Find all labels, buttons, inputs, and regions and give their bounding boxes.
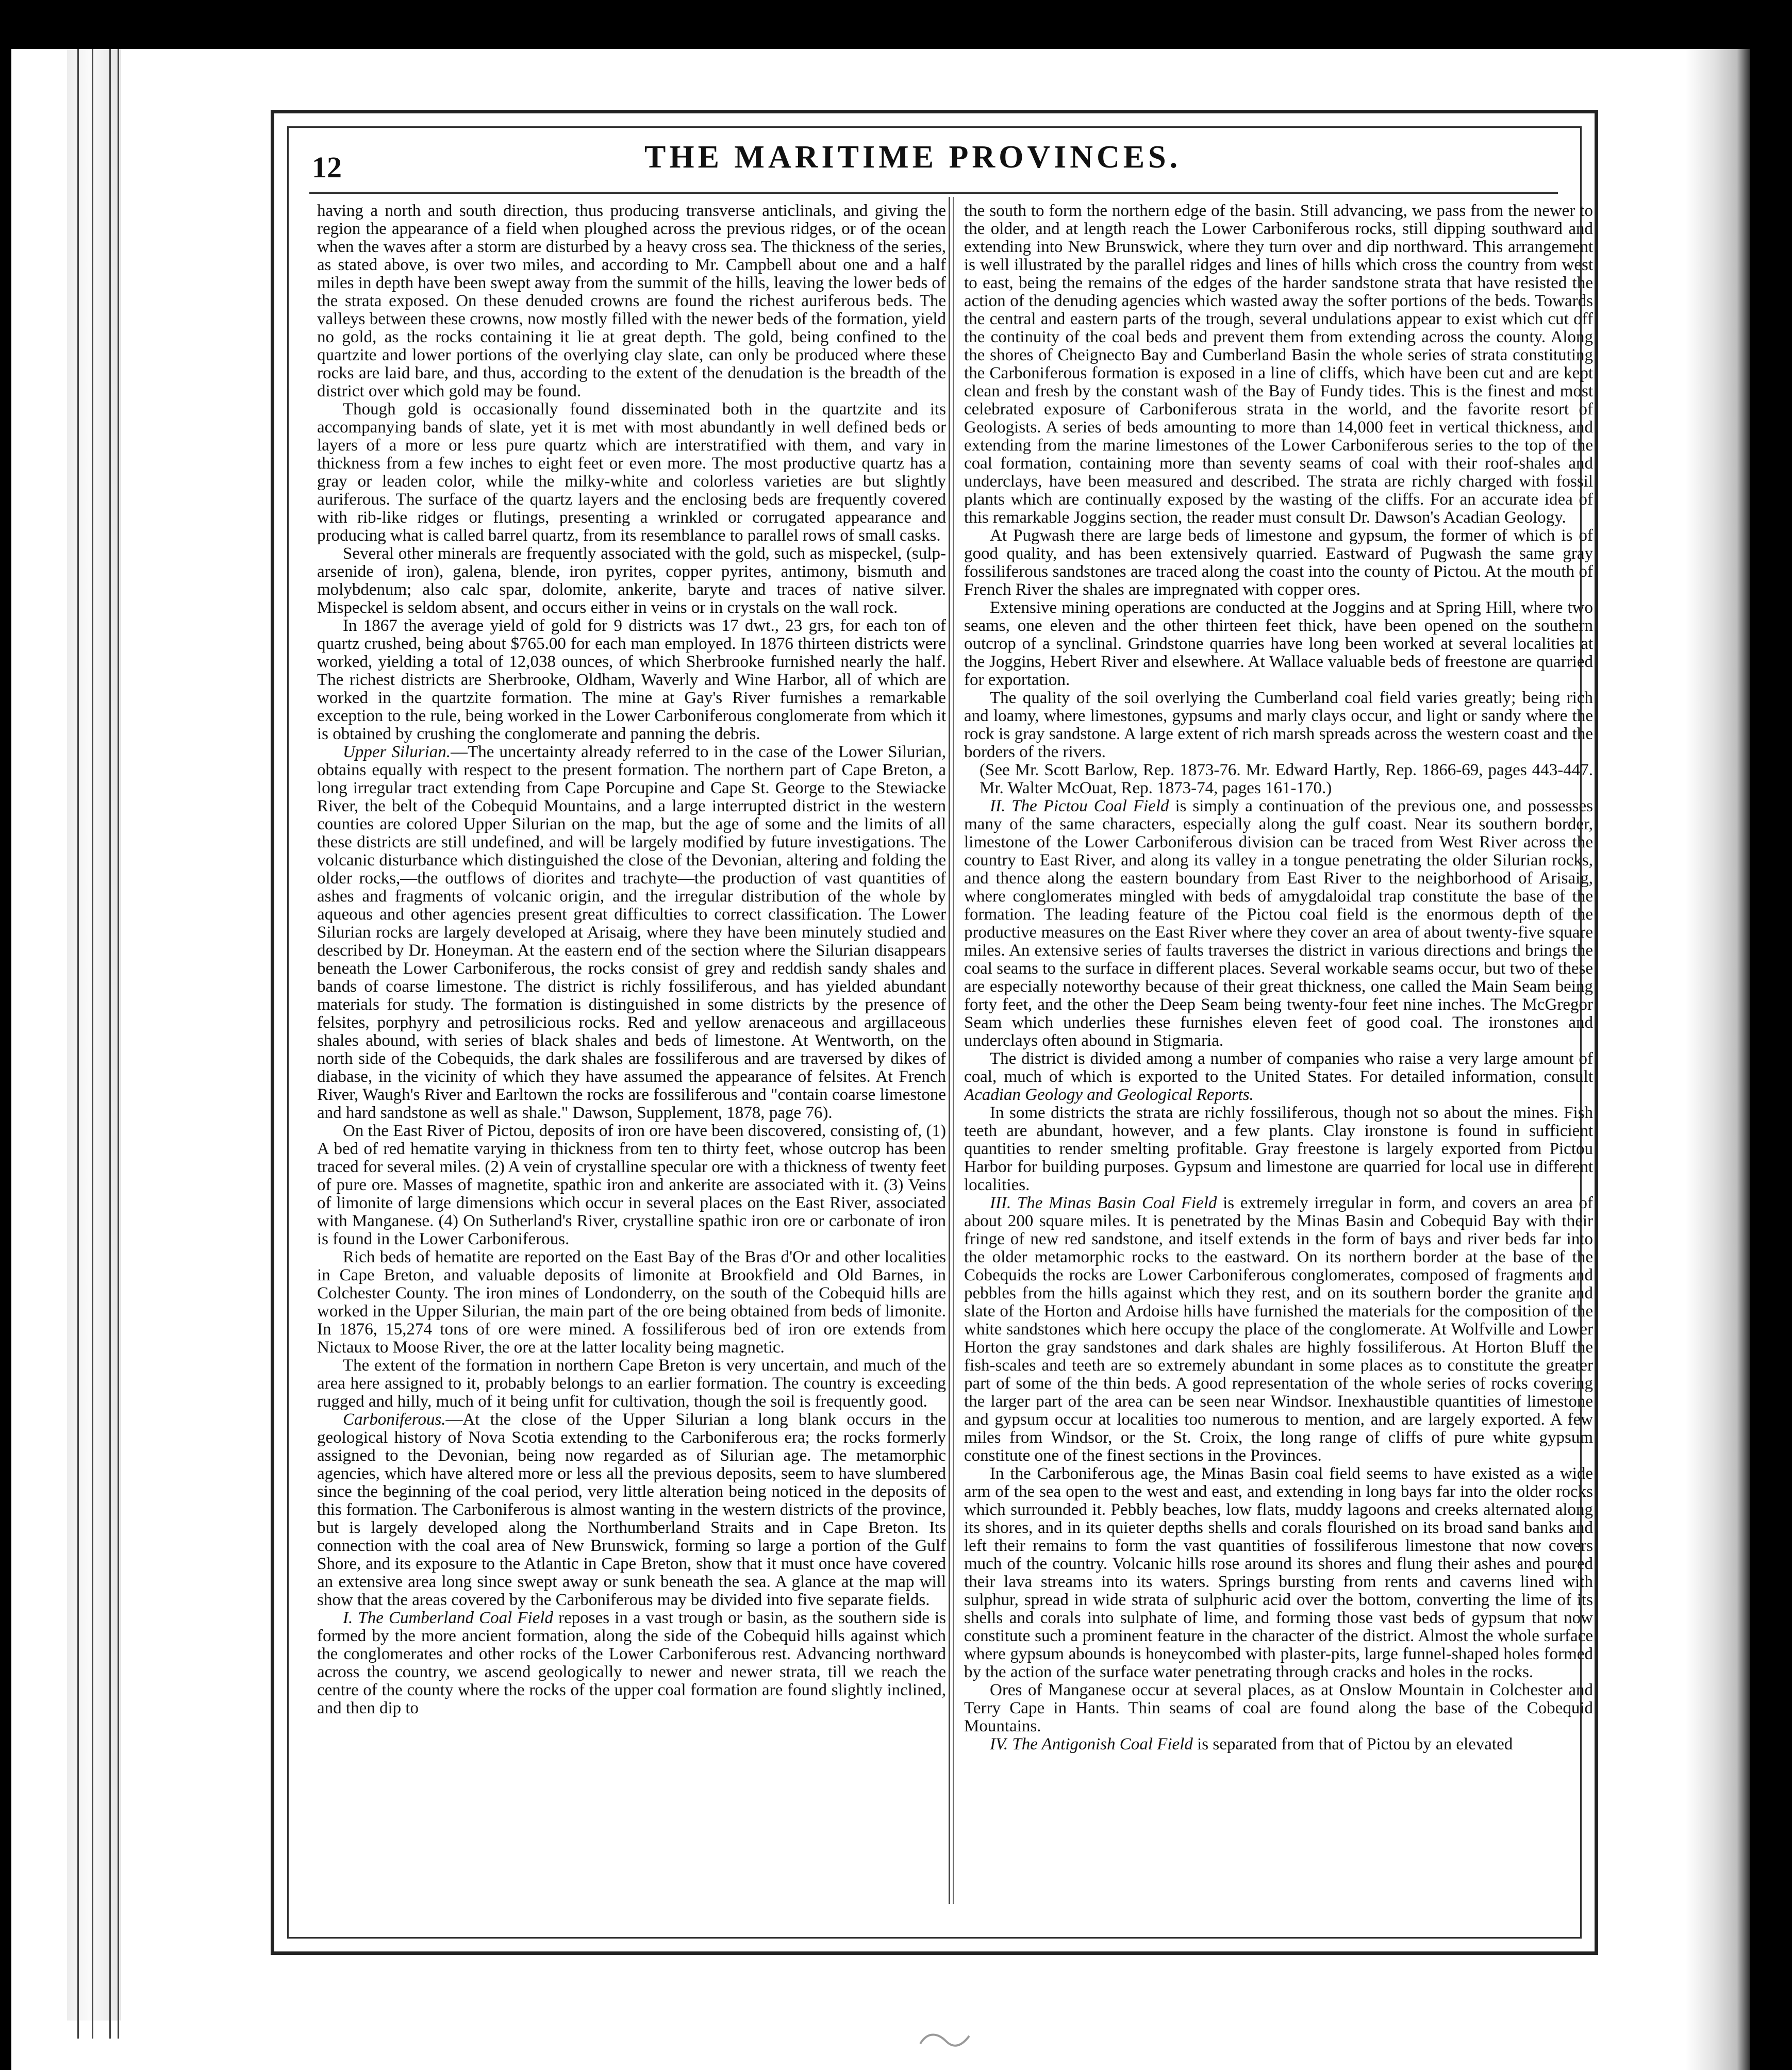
paragraph: [964, 1194, 1593, 1465]
section-heading: II. The Pictou Coal Field: [990, 797, 1169, 815]
paragraph: In some districts the strata are richly fossiliferous, though not so about the mines. Fish teeth are abundant, however, and a few plants. Clay ironstone is found in sufficient quantities to render smelting profitable. Gray freestone is largely exported from Pictou Harbor for building purposes. Gypsum and limestone are quarried for local use in different localities.: [964, 1104, 1593, 1194]
paragraph: Extensive mining operations are conducted at the Joggins and at Spring Hill, where two seams, one eleven and the other thirteen feet thick, have been opened on the southern outcrop of a synclinal. Grindstone quarries have long been worked at several localities at the Joggins, Hebert River and elsewhere. At Wallace valuable beds of freestone are quarried for exportation.: [964, 598, 1593, 689]
paragraph: Though gold is occasionally found disseminated both in the quartzite and its accompanying bands of slate, yet it is met with most abundantly in well defined beds or layers of a more or less pure quartz which are interstratified with them, and vary in thickness from a few inches to eight feet or even more. The most productive quartz has a gray or leaden color, while the milky-white and colorless varieties are but slightly auriferous. The surface of the quartz layers and the enclosing beds are frequently covered with rib-like ridges or flutings, presenting a wrinkled or corrugated appearance and producing what is called barrel quartz, from its resemblance to parallel rows of small casks.: [317, 400, 946, 545]
paragraph-text: The district is divided among a number of companies who raise a very large amount of coal, much of which is exported to the United States. For detailed information, consult: [964, 1049, 1593, 1086]
references: (See Mr. Scott Barlow, Rep. 1873-76. Mr. Edward Hartly, Rep. 1866-69, pages 443-447. Mr. Walter McOuat, Rep. 1873-74, pages 161-170.): [980, 761, 1593, 797]
paragraph-text: —The uncertainty already referred to in the case of the Lower Silurian, obtains equally with respect to the present formation. The northern part of Cape Breton, a long irregular tract extending from Cape Porcupine and Cape St. George to the Stewiacke River, the belt of the Cobequid Mountains, and a large interrupted district in the western counties are colored Upper Silurian on the map, but the age of some and the limits of all these districts are still undefined, and will be largely modified by future investigations. The volcanic disturbance which distinguished the close of the Devonian, altering and folding the older rocks,—the outflows of diorites and trachyte—the production of vast quantities of ashes and fragments of volcanic origin, and the irregular distribution of the whole by aqueous and other agencies present great difficulties to correct classification. The Lower Silurian rocks are largely developed at Arisaig, where they have been minutely studied and described by Dr. Honeyman. At the eastern end of the section where the Silurian disappears beneath the Lower Carboniferous, the rocks consist of grey and reddish sandy shales and bands of coarse limestone. The district is richly fossiliferous, and has yielded abundant materials for study. The formation is distinguished in some districts by the presence of felsites, porphyry and petrosilicious rocks. Red and yellow arenaceous and argillaceous shales abound, with series of black shales and beds of limestone. At Wentworth, on the north side of the Cobequids, the dark shales are fossiliferous and are traversed by dikes of diabase, in the vicinity of which they have assumed the appearance of felsites. At French River, Waugh's River and Earltown the rocks are fossiliferous and "contain coarse limestone and hard sandstone as well as shale." Dawson, Supplement, 1878, page 76).: [317, 743, 946, 1122]
paragraph: Several other minerals are frequently associated with the gold, such as mispeckel, (sulp-arsenide of iron), galena, blende, iron pyrites, copper pyrites, antimony, bismuth and molybdenum; also calc spar, dolomite, ankerite, baryte and traces of native silver. Mispeckel is seldom absent, and occurs either in veins or in crystals on the wall rock.: [317, 544, 946, 617]
paragraph: On the East River of Pictou, deposits of iron ore have been discovered, consisting of, (1) A bed of red hematite varying in thickness from ten to thirty feet, whose outcrop has been traced for several miles. (2) A vein of crystalline specular ore with a thickness of twenty feet of pure ore. Masses of magnetite, spathic iron and ankerite are associated with it. (3) Veins of limonite of large dimensions which occur in several places on the East River, associated with Manganese. (4) On Sutherland's River, crystalline spathic iron ore or carbonate of iron is found in the Lower Carboniferous.: [317, 1122, 946, 1248]
paragraph: [964, 797, 1593, 1050]
paragraph: At Pugwash there are large beds of limestone and gypsum, the former of which is of good quality, and has been extensively quarried. Eastward of Pugwash the same gray fossiliferous sandstones are traced along the coast into the county of Pictou. At the mouth of French River the shales are impregnated with copper ores.: [964, 526, 1593, 599]
spine-line: [118, 49, 119, 2039]
section-heading: III. The Minas Basin Coal Field: [990, 1194, 1217, 1212]
scan-border-right: [1750, 0, 1792, 2070]
left-column: [317, 202, 946, 1908]
paragraph: having a north and south direction, thus producing transverse anticlinals, and giving the region the appearance of a field when ploughed across the previous ridges, or of the ocean when the waves after a storm are disturbed by a heavy cross sea. The thickness of the series, as stated above, is over two miles, and according to Mr. Campbell about one and a half miles in depth have been swept away from the summit of the hills, leaving the lower beds of the strata exposed. On these denuded crowns are found the richest auriferous beds. The valleys between these crowns, now mostly filled with the newer beds of the formation, yield no gold, as the rocks containing it lie at great depth. The gold, being confined to the quartzite and lower portions of the overlying clay slate, can only be produced where these rocks are laid bare, and thus, according to the extent of the denudation is the breadth of the district over which gold may be found.: [317, 202, 946, 400]
spine-line: [77, 49, 79, 2039]
page-title: THE MARITIME PROVINCES.: [644, 140, 1182, 175]
paragraph: The quality of the soil overlying the Cumberland coal field varies greatly; being rich and loamy, where limestones, gypsums and marly clays occur, and light or sandy where the rock is gray sandstone. A large extent of rich marsh spreads across the western coast and the borders of the rivers.: [964, 689, 1593, 761]
paragraph: [964, 1735, 1593, 1754]
paragraph: In 1867 the average yield of gold for 9 districts was 17 dwt., 23 grs, for each ton of quartz crushed, being about $765.00 for each man employed. In 1876 thirteen districts were worked, yielding a total of 12,038 ounces, of which Sherbrooke furnished nearly the half. The richest districts are Sherbrooke, Oldham, Waverly and Wine Harbor, all of which are worked in the quartzite formation. The mine at Gay's River furnishes a remarkable exception to the rule, being worked in the Lower Carboniferous conglomerate from which it is obtained by crushing the conglomerate and panning the debris.: [317, 616, 946, 743]
section-heading: I. The Cumberland Coal Field: [343, 1609, 554, 1627]
paragraph: [317, 1609, 946, 1717]
paragraph: [317, 1411, 946, 1609]
paragraph: Ores of Manganese occur at several places, as at Onslow Mountain in Colchester and Terry Cape in Hants. Thin seams of coal are found along the base of the Cobequid Mountains.: [964, 1681, 1593, 1735]
book-spine-shadow: [67, 49, 121, 2021]
section-heading: IV. The Antigonish Coal Field: [990, 1735, 1193, 1754]
paragraph-text: is separated from that of Pictou by an elevated: [1192, 1735, 1513, 1754]
page-edge-shadow: [1686, 49, 1750, 2070]
paragraph: [317, 743, 946, 1122]
scan-border-left: [0, 0, 11, 2070]
paragraph: The extent of the formation in northern Cape Breton is very uncertain, and much of the area here assigned to it, probably belongs to an earlier formation. The country is exceeding rugged and hilly, much of it being unfit for cultivation, though the soil is frequently good.: [317, 1356, 946, 1411]
paragraph: the south to form the northern edge of the basin. Still advancing, we pass from the newer to the older, and at length reach the Lower Carboniferous rocks, still dipping southward and extending into New Brunswick, where they turn over and dip northward. This arrangement is well illustrated by the parallel ridges and lines of hills which cross the country from west to east, being the remains of the edges of the harder sandstone strata that have resisted the action of the denuding agencies which wasted away the softer portions of the beds. Towards the central and eastern parts of the trough, several undulations appear to exist which cut off the continuity of the coal beds and prevent them from extending across the county. Along the shores of Cheignecto Bay and Cumberland Basin the whole series of strata constituting the Carboniferous formation is exposed in a line of cliffs, which have been cut and are kept clean and fresh by the constant wash of the Bay of Fundy tides. This is the finest and most celebrated exposure of Carboniferous strata in the world, and the favorite resort of Geologists. A series of beds amounting to more than 14,000 feet in vertical thickness, and extending from the marine limestones of the Lower Carboniferous series to the top of the coal formation, containing more than seventy seams of coal with their roof-shales and underclays, have been measured and described. The strata are richly charged with fossil plants which are continually exposed by the wasting of the cliffs. For an accurate idea of this remarkable Joggins section, the reader must consult Dr. Dawson's Acadian Geology.: [964, 202, 1593, 527]
column-divider: [953, 197, 954, 1904]
header-rule: [309, 192, 1558, 194]
right-column: [964, 202, 1593, 1908]
paragraph-text: is simply a continuation of the previous one, and possesses many of the same characters, especially along the gulf coast. Near its southern border, limestone of the Lower Carboniferous division can be traced from West River across the country to East River, and along its valley in a tongue penetrating the older Silurian rocks, and thence along the eastern boundary from East River to the neighborhood of Arisaig, where conglomerates mingled with beds of amygdaloidal trap constitute the base of the formation. The leading feature of the Pictou coal field is the enormous depth of the productive measures on the East River where they cover an area of about twenty-five square miles. An extensive series of faults traverses the district in various directions and brings the coal seams to the surface in different places. Several workable seams occur, but two of these are especially noteworthy because of their great thickness, one called the Main Seam being forty feet, and the other the Deep Seam being twenty-four feet nine inches. The McGregor Seam which underlies these furnishes eleven feet of good coal. The ironstones and underclays often abound in Stigmaria.: [964, 797, 1593, 1050]
spine-line: [109, 49, 111, 2039]
column-divider: [949, 197, 950, 1904]
section-heading: Upper Silurian.: [343, 743, 451, 761]
paragraph: Rich beds of hematite are reported on the East Bay of the Bras d'Or and other localities in Cape Breton, and valuable deposits of limonite at Brookfield and Old Barnes, in Colchester County. The iron mines of Londonderry, on the south of the Cobequid hills are worked in the Upper Silurian, the main part of the ore being obtained from beds of limonite. In 1876, 15,274 tons of ore were mined. A fossiliferous bed of iron ore extends from Nictaux to Moose River, the ore at the latter locality being magnetic.: [317, 1248, 946, 1357]
paragraph: In the Carboniferous age, the Minas Basin coal field seems to have existed as a wide arm of the sea open to the west and east, and extending in long bays far into the older rocks which surrounded it. Pebbly beaches, low flats, muddy lagoons and creeks alternated along its shores, and in its quieter depths shells and corals flourished on its broad sand banks and left their remains to form the vast quantities of fossiliferous limestone that now covers much of the country. Volcanic hills rose around its shores and flung their ashes and poured their lava streams into its waters. Springs bursting from rents and caverns lined with sulphur, spread in wide strata of sulphuric acid over the bottom, converting the lime of its shells and corals into sulphate of lime, and forming those vast beds of gypsum that now constitute such a prominent feature in the character of the district. Almost the whole surface where gypsum abounds is honeycombed with plaster-pits, large funnel-shaped holes formed by the action of the surface water penetrating through cracks and holes in the rocks.: [964, 1464, 1593, 1681]
citation: Acadian Geology and Geological Reports.: [964, 1086, 1254, 1104]
scan-border-top: [0, 0, 1792, 49]
pencil-mark-icon: [918, 2026, 974, 2051]
paragraph: [964, 1050, 1593, 1104]
section-heading: Carboniferous.: [343, 1410, 446, 1429]
page-number: 12: [312, 151, 342, 184]
spine-line: [92, 49, 93, 2039]
paragraph-text: —At the close of the Upper Silurian a long blank occurs in the geological history of Nova Scotia extending to the Carboniferous era; the rocks formerly assigned to the Devonian, being now regarded as of Silurian age. The metamorphic agencies, which have altered more or less all the previous deposits, seem to have slumbered since the beginning of the coal period, very little alteration being noticed in the deposits of this formation. The Carboniferous is almost wanting in the western districts of the province, but is largely developed along the Northumberland Straits and in Cape Breton. Its connection with the coal area of New Brunswick, forming so large a portion of the Gulf Shore, and its exposure to the Atlantic in Cape Breton, show that it must once have covered an extensive area long since swept away or sunk beneath the sea. A glance at the map will show that the areas covered by the Carboniferous may be divided into five separate fields.: [317, 1410, 946, 1609]
paragraph-text: is extremely irregular in form, and covers an area of about 200 square miles. It is penetrated by the Minas Basin and Cobequid Bay with their fringe of new red sandstone, and itself extends in the form of bays and river beds far into the older metamorphic rocks to the eastward. On its northern border at the base of the Cobequids the rocks are Lower Carboniferous conglomerates, composed of fragments and pebbles from the hills against which they rest, and on its southern border the granite and slate of the Horton and Ardoise hills have furnished the materials for the composition of the white sandstones which here occupy the place of the conglomerate. At Wolfville and Lower Horton the gray sandstones and dark shales are highly fossiliferous. At Horton Bluff the fish-scales and teeth are so extremely abundant in some places as to constitute the greater part of some of the thin beds. A good representation of the whole series of rocks covering the larger part of the area can be seen near Windsor. Inexhaustible quantities of limestone and gypsum occur at localities too numerous to mention, and are largely exported. A few miles from Windsor, or the St. Croix, the long range of cliffs of pure white gypsum constitute one of the finest sections in the Provinces.: [964, 1194, 1593, 1465]
paragraph-text: reposes in a vast trough or basin, as the southern side is formed by the more ancient formation, along the side of the Cobequid hills against which the conglomerates and other rocks of the Lower Carboniferous rest. Advancing northward across the country, we ascend geologically to newer and newer strata, till we reach the centre of the county where the rocks of the upper coal formation are found slightly inclined, and then dip to: [317, 1609, 946, 1717]
